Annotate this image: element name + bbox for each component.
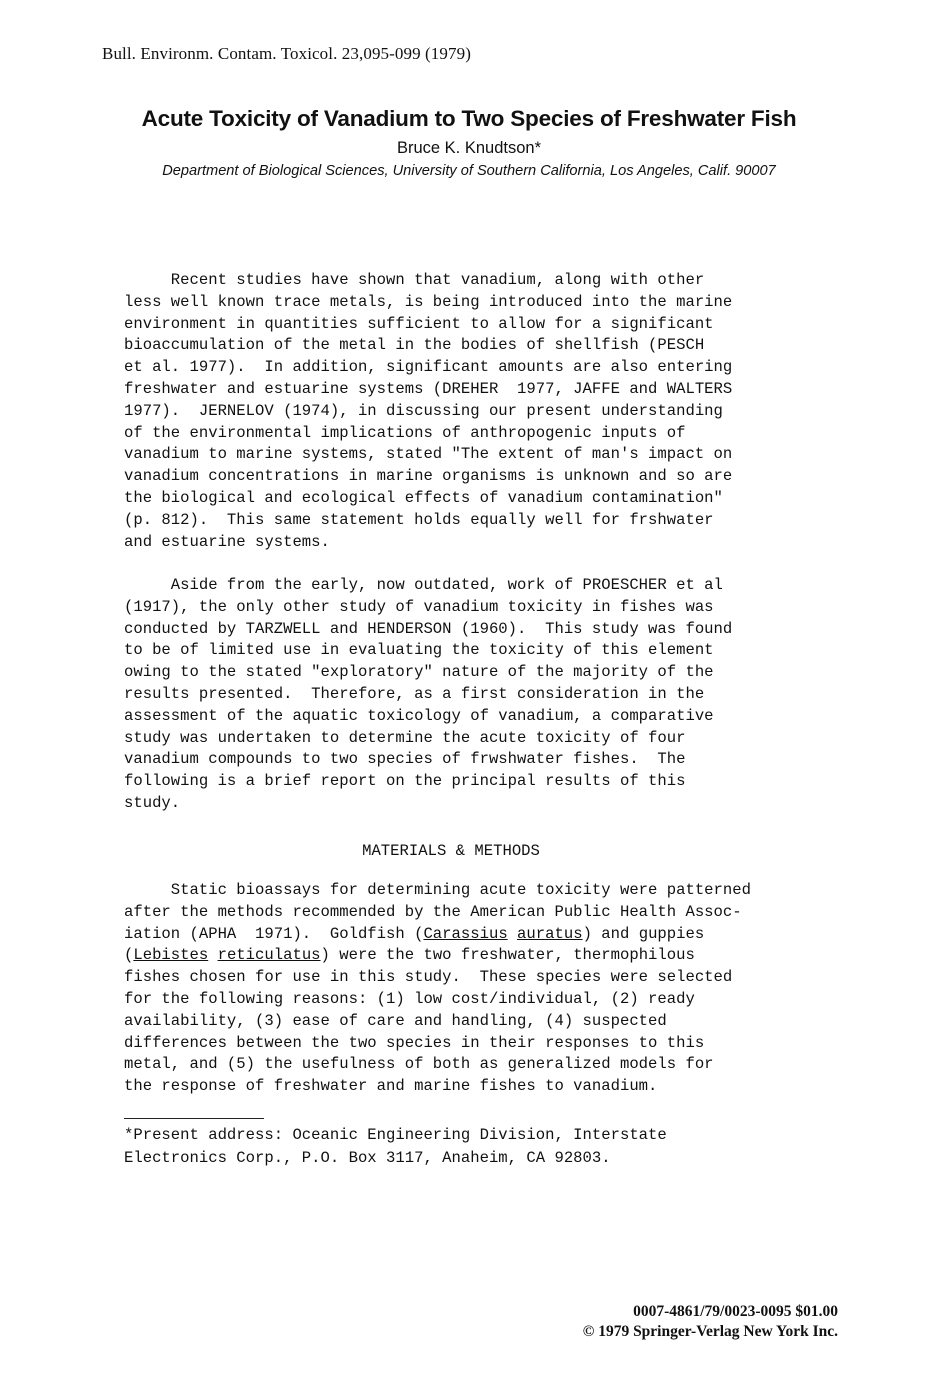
text-line: assessment of the aquatic toxicology of vanadium, a comparative: [124, 706, 714, 725]
text-line: results presented. Therefore, as a first consideration in the: [124, 684, 705, 703]
text-line: (1917), the only other study of vanadium toxicity in fishes was: [124, 597, 714, 616]
text-line: study.: [124, 793, 181, 812]
text-line: owing to the stated "exploratory" nature of the majority of the: [124, 663, 714, 682]
author-affiliation: Department of Biological Sciences, University of Southern California, Los Angeles, Calif. 90007: [162, 163, 776, 179]
text-line: freshwater and estuarine systems (DREHER 1977, JAFFE and WALTERS: [124, 379, 733, 398]
text-line: environment in quantities sufficient to allow for a significant: [124, 314, 714, 333]
text-line: 1977). JERNELOV (1974), in discussing our present understanding: [124, 401, 723, 420]
text-line: to be of limited use in evaluating the toxicity of this element: [124, 641, 714, 660]
text-segment: ) and guppies: [582, 924, 705, 943]
footnote-divider: [124, 1118, 264, 1119]
species-name: auratus: [517, 924, 583, 943]
footnote-line: *Present address: Oceanic Engineering Division, Interstate: [124, 1126, 667, 1144]
publisher-info: [583, 1302, 838, 1342]
article-code: 0007-4861/79/0023-0095 $01.00: [633, 1303, 838, 1320]
text-line: vanadium compounds to two species of frwshwater fishes. The: [124, 750, 686, 769]
text-line: availability, (3) ease of care and handling, (4) suspected: [124, 1011, 667, 1030]
text-line: [124, 945, 884, 967]
text-line: differences between the two species in their responses to this: [124, 1033, 705, 1052]
footnote: [124, 1124, 667, 1169]
text-segment: ) were the two freshwater, thermophilous: [320, 946, 695, 965]
text-segment: (: [124, 946, 134, 965]
paragraph-methods: [124, 880, 884, 1098]
copyright-notice: © 1979 Springer-Verlag New York Inc.: [582, 1323, 838, 1340]
paragraph-introduction: [124, 270, 884, 553]
text-line: study was undertaken to determine the acute toxicity of four: [124, 728, 686, 747]
text-line: fishes chosen for use in this study. These species were selected: [124, 968, 733, 987]
species-name: Lebistes: [133, 946, 209, 965]
section-heading-methods: MATERIALS & METHODS: [362, 842, 540, 860]
text-line: for the following reasons: (1) low cost/individual, (2) ready: [124, 989, 695, 1008]
text-line: vanadium concentrations in marine organisms is unknown and so are: [124, 467, 733, 486]
text-line: and estuarine systems.: [124, 532, 330, 551]
footnote-line: Electronics Corp., P.O. Box 3117, Anaheim, CA 92803.: [124, 1148, 611, 1167]
text-line: Aside from the early, now outdated, work of PROESCHER et al: [124, 576, 723, 594]
text-line: Recent studies have shown that vanadium, along with other: [124, 271, 705, 289]
text-line: Static bioassays for determining acute toxicity were patterned: [124, 881, 751, 899]
text-segment: iation (APHA 1971). Goldfish (: [124, 924, 424, 943]
text-line: [124, 924, 884, 946]
paragraph-background: [124, 575, 884, 815]
text-line: less well known trace metals, is being introduced into the marine: [124, 292, 733, 311]
species-name: reticulatus: [217, 946, 321, 965]
text-line: the biological and ecological effects of vanadium contamination": [124, 488, 723, 507]
text-line: (p. 812). This same statement holds equally well for frshwater: [124, 510, 714, 529]
text-line: after the methods recommended by the American Public Health Assoc-: [124, 902, 742, 921]
text-line: et al. 1977). In addition, significant amounts are also entering: [124, 358, 733, 377]
species-name: Carassius: [423, 924, 508, 943]
text-line: of the environmental implications of anthropogenic inputs of: [124, 423, 686, 442]
author-name: Bruce K. Knudtson*: [396, 139, 541, 157]
text-line: conducted by TARZWELL and HENDERSON (1960). This study was found: [124, 619, 733, 638]
article-title: Acute Toxicity of Vanadium to Two Species of Freshwater Fish: [141, 106, 797, 131]
text-line: bioaccumulation of the metal in the bodies of shellfish (PESCH: [124, 336, 705, 355]
text-line: metal, and (5) the usefulness of both as generalized models for: [124, 1055, 714, 1074]
text-line: vanadium to marine systems, stated "The extent of man's impact on: [124, 445, 733, 464]
journal-reference: Bull. Environm. Contam. Toxicol. 23,095-099 (1979): [102, 44, 471, 63]
text-line: the response of freshwater and marine fishes to vanadium.: [124, 1077, 658, 1096]
text-line: following is a brief report on the principal results of this: [124, 772, 686, 791]
